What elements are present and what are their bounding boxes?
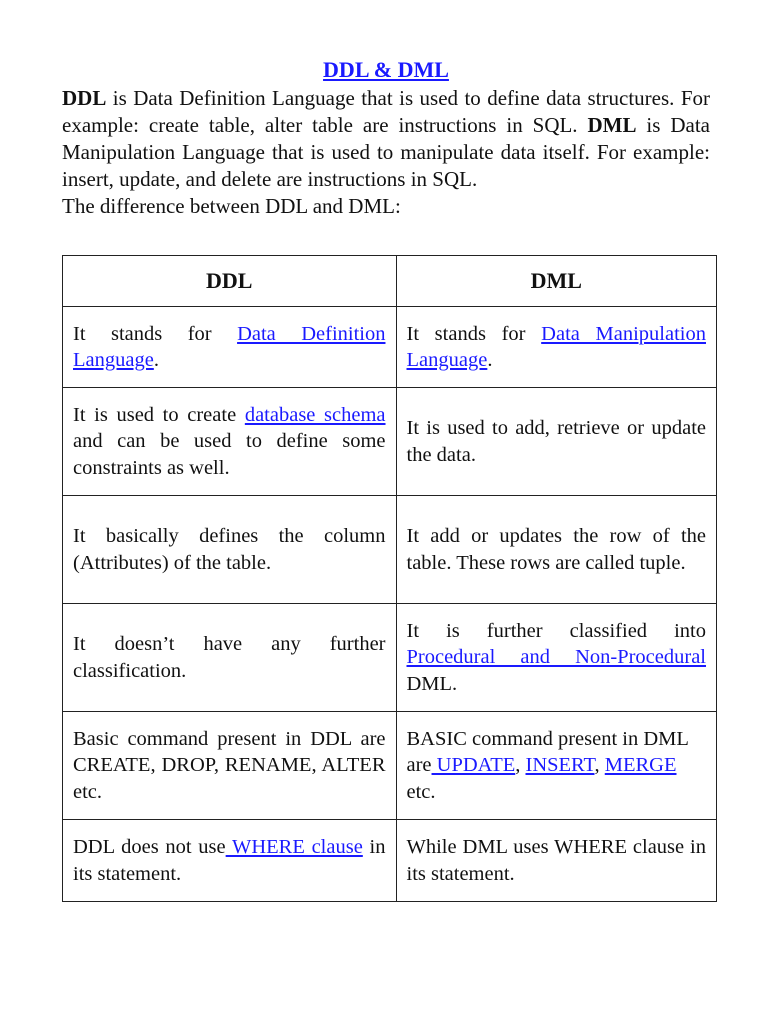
link-data-manipulation-language[interactable]: Data Manipulation Language (406, 322, 706, 371)
cell-text: and can be used to define some constraints as well. (73, 430, 386, 479)
cell-text: BASIC command present in DML are (406, 727, 689, 777)
cell-text: It is used to create (73, 403, 245, 426)
cell-ddl: Basic command present in DDL are CREATE, DROP, RENAME, ALTER etc. (63, 712, 397, 820)
table-row (63, 307, 717, 388)
difference-heading: The difference between DDL and DML: (62, 194, 401, 218)
cell-text: , (515, 754, 526, 777)
cell-ddl: It doesn’t have any further classification. (63, 604, 397, 712)
table-header-row (63, 256, 717, 307)
page-title (62, 55, 710, 85)
ddl-term: DDL (62, 86, 107, 110)
cell-text: DML. (406, 672, 458, 695)
comparison-table (62, 255, 717, 902)
link-where-clause[interactable]: WHERE clause (225, 836, 363, 858)
dml-term: DML (587, 113, 637, 137)
table-row (63, 820, 717, 902)
cell-dml (396, 307, 717, 388)
document-page (62, 55, 710, 220)
cell-text: , (594, 754, 605, 777)
cell-ddl (63, 388, 397, 496)
table-row (63, 712, 717, 820)
link-data-definition-language[interactable]: Data Definition Language (73, 322, 386, 371)
link-database-schema[interactable]: database schema (244, 403, 386, 426)
cell-dml: While DML uses WHERE clause in its statement. (396, 820, 717, 902)
cell-text: . (153, 349, 159, 371)
cell-ddl (63, 307, 397, 388)
cell-text: It is further classified into (406, 619, 706, 642)
cell-dml: It add or updates the row of the table. These rows are called tuple. (396, 496, 717, 604)
cell-ddl (63, 820, 397, 902)
dml-definition: is Data Manipulation Language that is used to manipulate data itself. For example: insert, update, and delete are instructions in SQL. (62, 113, 711, 191)
link-update[interactable]: UPDATE (431, 754, 516, 777)
link-insert[interactable]: INSERT (525, 754, 595, 777)
header-ddl: DDL (63, 256, 397, 307)
cell-dml: It is used to add, retrieve or update the data. (396, 388, 717, 496)
link-procedural-and-non-procedural[interactable]: Procedural and Non-Procedural (406, 646, 706, 669)
cell-text: . (487, 349, 493, 371)
title-link[interactable]: DDL & DML (323, 57, 449, 82)
cell-text: etc. (406, 780, 436, 803)
ddl-definition: is Data Definition Language that is used to define data structures. For example: create table, alter table are instructions in SQL. (62, 86, 710, 137)
cell-text: DDL does not use (73, 836, 226, 858)
cell-text: in its statement. (73, 836, 386, 885)
link-merge[interactable]: MERGE (604, 754, 677, 777)
cell-text: It stands for (406, 322, 542, 345)
table-row (63, 604, 717, 712)
table-row (63, 388, 717, 496)
intro-paragraph (62, 85, 710, 193)
table-row (63, 496, 717, 604)
cell-ddl: It basically defines the column (Attributes) of the table. (63, 496, 397, 604)
cell-dml (396, 712, 717, 820)
cell-dml (396, 604, 717, 712)
cell-text: It stands for (73, 322, 238, 345)
header-dml: DML (396, 256, 717, 307)
